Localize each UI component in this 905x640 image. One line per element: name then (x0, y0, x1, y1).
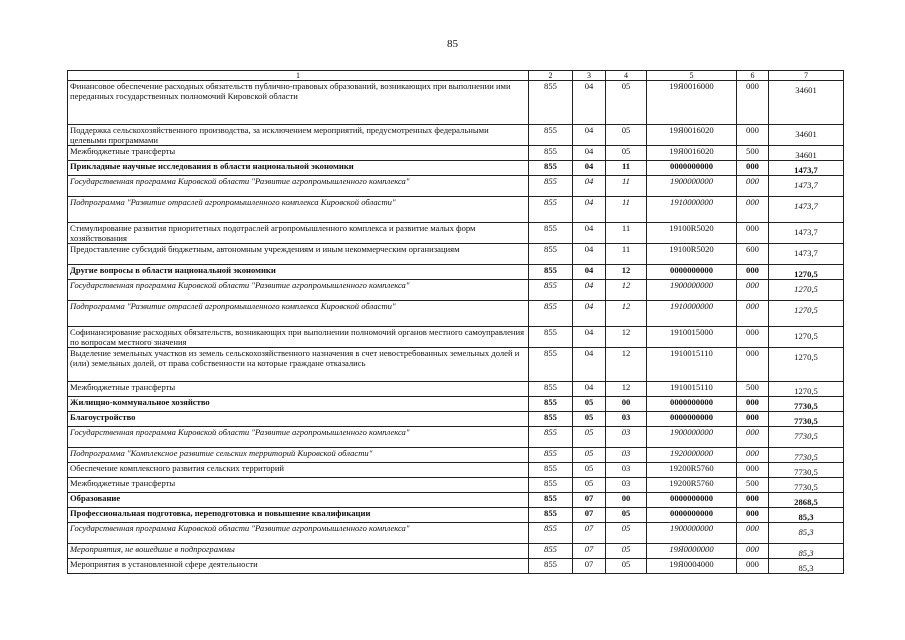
section-code-cell: 05 (573, 463, 606, 478)
amount-value: 7730,5 (794, 416, 818, 426)
section-code-cell: 07 (573, 559, 606, 574)
target-article-cell: 1910015000 (647, 327, 737, 348)
target-article-cell: 1900000000 (647, 176, 737, 197)
target-article-cell: 0000000000 (647, 265, 737, 280)
ministry-code-cell: 855 (529, 544, 573, 559)
row-name-cell: Подпрограмма "Комплексное развитие сельских территорий Кировской области" (68, 448, 529, 463)
row-name-cell: Государственная программа Кировской области "Развитие агропромышленного комплекса" (68, 280, 529, 301)
amount-cell (769, 448, 844, 463)
expense-type-cell: 000 (737, 559, 769, 574)
amount-cell (769, 427, 844, 448)
amount-value: 85,3 (798, 512, 814, 522)
amount-cell (769, 81, 844, 125)
amount-value: 1473,7 (794, 248, 818, 258)
subsection-code-cell: 03 (606, 463, 647, 478)
ministry-code-cell: 855 (529, 265, 573, 280)
row-name-cell: Мероприятия в установленной сфере деятельности (68, 559, 529, 574)
expense-type-cell: 000 (737, 161, 769, 176)
ministry-code-cell: 855 (529, 301, 573, 327)
target-article-cell: 1900000000 (647, 427, 737, 448)
amount-value: 1270,5 (794, 386, 818, 396)
table-row (68, 382, 844, 397)
table-row (68, 176, 844, 197)
target-article-cell: 19100R5020 (647, 223, 737, 244)
ministry-code-cell: 855 (529, 348, 573, 382)
row-name-cell: Межбюджетные трансферты (68, 146, 529, 161)
section-code-cell: 04 (573, 382, 606, 397)
table-row (68, 265, 844, 280)
section-code-cell: 07 (573, 544, 606, 559)
amount-cell (769, 523, 844, 544)
section-code-cell: 04 (573, 146, 606, 161)
ministry-code-cell: 855 (529, 81, 573, 125)
section-code-cell: 05 (573, 448, 606, 463)
expense-type-cell: 000 (737, 280, 769, 301)
table-row (68, 223, 844, 244)
expense-type-cell: 000 (737, 508, 769, 523)
target-article-cell: 0000000000 (647, 508, 737, 523)
ministry-code-cell: 855 (529, 125, 573, 146)
target-article-cell: 19Я0016020 (647, 146, 737, 161)
ministry-code-cell: 855 (529, 197, 573, 223)
row-name-cell: Благоустройство (68, 412, 529, 427)
expense-type-cell: 500 (737, 478, 769, 493)
row-name-cell: Поддержка сельскохозяйственного производства, за исключением мероприятий, предусмотренных федеральными целевыми программами (68, 125, 529, 146)
row-name-cell: Предоставление субсидий бюджетным, автономным учреждениям и иным некоммерческим организациям (68, 244, 529, 265)
expense-type-cell: 000 (737, 197, 769, 223)
target-article-cell: 19Я0004000 (647, 559, 737, 574)
row-name-cell: Образование (68, 493, 529, 508)
table-row (68, 463, 844, 478)
target-article-cell: 1910015110 (647, 382, 737, 397)
ministry-code-cell: 855 (529, 493, 573, 508)
expense-type-cell: 000 (737, 448, 769, 463)
column-header: 1 (68, 71, 529, 81)
section-code-cell: 04 (573, 280, 606, 301)
amount-value: 2868,5 (794, 497, 818, 507)
table-row (68, 327, 844, 348)
row-name-cell: Другие вопросы в области национальной экономики (68, 265, 529, 280)
target-article-cell: 1910000000 (647, 197, 737, 223)
table-row (68, 301, 844, 327)
expense-type-cell: 000 (737, 125, 769, 146)
row-name-cell: Жилищно-коммунальное хозяйство (68, 397, 529, 412)
amount-value: 7730,5 (794, 452, 818, 462)
column-header: 3 (573, 71, 606, 81)
amount-value: 7730,5 (794, 431, 818, 441)
amount-cell (769, 508, 844, 523)
row-name-cell: Финансовое обеспечение расходных обязательств публично-правовых образований, возникающих при выполнении ими переданных государственных полномочий Кировской области (68, 81, 529, 125)
section-code-cell: 05 (573, 478, 606, 493)
table-row (68, 348, 844, 382)
table-row (68, 559, 844, 574)
ministry-code-cell: 855 (529, 176, 573, 197)
amount-cell (769, 348, 844, 382)
amount-value: 1270,5 (794, 269, 818, 279)
target-article-cell: 19Я0016000 (647, 81, 737, 125)
table-row (68, 508, 844, 523)
page-number: 85 (447, 38, 458, 50)
amount-cell (769, 223, 844, 244)
amount-cell (769, 493, 844, 508)
table-row (68, 280, 844, 301)
expense-type-cell: 000 (737, 493, 769, 508)
ministry-code-cell: 855 (529, 146, 573, 161)
expense-type-cell: 000 (737, 265, 769, 280)
row-name-cell: Софинансирование расходных обязательств, возникающих при выполнении полномочий органов местного самоуправления по вопросам местного значения (68, 327, 529, 348)
row-name-cell: Мероприятия, не вошедшие в подпрограммы (68, 544, 529, 559)
amount-value: 1473,7 (794, 201, 818, 211)
amount-cell (769, 412, 844, 427)
amount-cell (769, 327, 844, 348)
subsection-code-cell: 11 (606, 244, 647, 265)
column-header: 2 (529, 71, 573, 81)
ministry-code-cell: 855 (529, 427, 573, 448)
subsection-code-cell: 05 (606, 508, 647, 523)
subsection-code-cell: 05 (606, 81, 647, 125)
subsection-code-cell: 05 (606, 146, 647, 161)
ministry-code-cell: 855 (529, 223, 573, 244)
table-row (68, 493, 844, 508)
expense-type-cell: 500 (737, 146, 769, 161)
expense-type-cell: 500 (737, 382, 769, 397)
subsection-code-cell: 03 (606, 478, 647, 493)
section-code-cell: 04 (573, 197, 606, 223)
expense-type-cell: 000 (737, 176, 769, 197)
amount-value: 1473,7 (794, 165, 818, 175)
target-article-cell: 19Я0000000 (647, 544, 737, 559)
table-row (68, 146, 844, 161)
target-article-cell: 1910000000 (647, 301, 737, 327)
ministry-code-cell: 855 (529, 559, 573, 574)
subsection-code-cell: 12 (606, 327, 647, 348)
row-name-cell: Государственная программа Кировской области "Развитие агропромышленного комплекса" (68, 176, 529, 197)
table-row (68, 544, 844, 559)
section-code-cell: 04 (573, 176, 606, 197)
amount-cell (769, 265, 844, 280)
subsection-code-cell: 00 (606, 493, 647, 508)
subsection-code-cell: 05 (606, 523, 647, 544)
target-article-cell: 1920000000 (647, 448, 737, 463)
row-name-cell: Профессиональная подготовка, переподготовка и повышение квалификации (68, 508, 529, 523)
row-name-cell: Прикладные научные исследования в области национальной экономики (68, 161, 529, 176)
expense-type-cell: 000 (737, 544, 769, 559)
expense-type-cell: 000 (737, 348, 769, 382)
budget-table (67, 70, 844, 574)
amount-value: 34601 (795, 85, 817, 95)
section-code-cell: 04 (573, 161, 606, 176)
amount-cell (769, 397, 844, 412)
row-name-cell: Обеспечение комплексного развития сельских территорий (68, 463, 529, 478)
ministry-code-cell: 855 (529, 161, 573, 176)
amount-value: 1270,5 (794, 284, 818, 294)
subsection-code-cell: 03 (606, 448, 647, 463)
ministry-code-cell: 855 (529, 397, 573, 412)
section-code-cell: 05 (573, 397, 606, 412)
ministry-code-cell: 855 (529, 478, 573, 493)
target-article-cell: 19200R5760 (647, 478, 737, 493)
amount-value: 1270,5 (794, 305, 818, 315)
ministry-code-cell: 855 (529, 508, 573, 523)
amount-cell (769, 197, 844, 223)
section-code-cell: 07 (573, 523, 606, 544)
expense-type-cell: 000 (737, 81, 769, 125)
section-code-cell: 04 (573, 348, 606, 382)
subsection-code-cell: 03 (606, 412, 647, 427)
amount-cell (769, 559, 844, 574)
row-name-cell: Подпрограмма "Развитие отраслей агропромышленного комплекса Кировской области" (68, 301, 529, 327)
expense-type-cell: 000 (737, 327, 769, 348)
target-article-cell: 1910015110 (647, 348, 737, 382)
amount-cell (769, 382, 844, 397)
table-row (68, 197, 844, 223)
expense-type-cell: 600 (737, 244, 769, 265)
section-code-cell: 04 (573, 265, 606, 280)
column-header: 4 (606, 71, 647, 81)
subsection-code-cell: 11 (606, 176, 647, 197)
column-header: 7 (769, 71, 844, 81)
ministry-code-cell: 855 (529, 523, 573, 544)
table-row (68, 397, 844, 412)
table-row (68, 125, 844, 146)
amount-cell (769, 478, 844, 493)
section-code-cell: 07 (573, 493, 606, 508)
amount-value: 34601 (795, 150, 817, 160)
table-row (68, 478, 844, 493)
row-name-cell: Межбюджетные трансферты (68, 382, 529, 397)
section-code-cell: 04 (573, 327, 606, 348)
expense-type-cell: 000 (737, 223, 769, 244)
ministry-code-cell: 855 (529, 448, 573, 463)
target-article-cell: 0000000000 (647, 493, 737, 508)
subsection-code-cell: 11 (606, 161, 647, 176)
row-name-cell: Выделение земельных участков из земель сельскохозяйственного назначения в счет невостребованных земельных долей и (или) земельных долей, от права собственности на которые граждане отказались (68, 348, 529, 382)
table-row (68, 161, 844, 176)
section-code-cell: 07 (573, 508, 606, 523)
expense-type-cell: 000 (737, 523, 769, 544)
amount-value: 85,3 (798, 563, 814, 573)
amount-value: 1270,5 (794, 352, 818, 362)
expense-type-cell: 000 (737, 463, 769, 478)
table-row (68, 81, 844, 125)
subsection-code-cell: 12 (606, 382, 647, 397)
ministry-code-cell: 855 (529, 327, 573, 348)
section-code-cell: 04 (573, 301, 606, 327)
expense-type-cell: 000 (737, 301, 769, 327)
subsection-code-cell: 05 (606, 559, 647, 574)
amount-cell (769, 280, 844, 301)
amount-value: 7730,5 (794, 401, 818, 411)
target-article-cell: 19100R5020 (647, 244, 737, 265)
subsection-code-cell: 11 (606, 223, 647, 244)
row-name-cell: Стимулирование развития приоритетных подотраслей агропромышленного комплекса и развитие малых форм хозяйствования (68, 223, 529, 244)
target-article-cell: 0000000000 (647, 412, 737, 427)
section-code-cell: 04 (573, 223, 606, 244)
section-code-cell: 04 (573, 125, 606, 146)
expense-type-cell: 000 (737, 397, 769, 412)
table-row (68, 427, 844, 448)
ministry-code-cell: 855 (529, 382, 573, 397)
amount-cell (769, 244, 844, 265)
target-article-cell: 0000000000 (647, 397, 737, 412)
subsection-code-cell: 03 (606, 427, 647, 448)
table-header-row (68, 71, 844, 81)
amount-value: 7730,5 (794, 467, 818, 477)
subsection-code-cell: 12 (606, 348, 647, 382)
amount-value: 1473,7 (794, 227, 818, 237)
amount-cell (769, 463, 844, 478)
table-row (68, 448, 844, 463)
subsection-code-cell: 12 (606, 265, 647, 280)
subsection-code-cell: 00 (606, 397, 647, 412)
target-article-cell: 1900000000 (647, 523, 737, 544)
column-header: 6 (737, 71, 769, 81)
subsection-code-cell: 05 (606, 544, 647, 559)
column-header: 5 (647, 71, 737, 81)
table-row (68, 412, 844, 427)
target-article-cell: 19Я0016020 (647, 125, 737, 146)
amount-value: 85,3 (798, 548, 814, 558)
table-row (68, 244, 844, 265)
ministry-code-cell: 855 (529, 463, 573, 478)
ministry-code-cell: 855 (529, 244, 573, 265)
ministry-code-cell: 855 (529, 412, 573, 427)
amount-value: 34601 (795, 129, 817, 139)
amount-value: 85,3 (798, 527, 814, 537)
subsection-code-cell: 12 (606, 301, 647, 327)
amount-cell (769, 146, 844, 161)
subsection-code-cell: 12 (606, 280, 647, 301)
amount-cell (769, 544, 844, 559)
row-name-cell: Государственная программа Кировской области "Развитие агропромышленного комплекса" (68, 523, 529, 544)
target-article-cell: 0000000000 (647, 161, 737, 176)
amount-cell (769, 125, 844, 146)
amount-value: 1473,7 (794, 180, 818, 190)
section-code-cell: 04 (573, 244, 606, 265)
row-name-cell: Подпрограмма "Развитие отраслей агропромышленного комплекса Кировской области" (68, 197, 529, 223)
table-row (68, 523, 844, 544)
row-name-cell: Государственная программа Кировской области "Развитие агропромышленного комплекса" (68, 427, 529, 448)
expense-type-cell: 000 (737, 412, 769, 427)
subsection-code-cell: 05 (606, 125, 647, 146)
amount-value: 1270,5 (794, 331, 818, 341)
subsection-code-cell: 11 (606, 197, 647, 223)
amount-cell (769, 176, 844, 197)
amount-cell (769, 161, 844, 176)
ministry-code-cell: 855 (529, 280, 573, 301)
target-article-cell: 19200R5760 (647, 463, 737, 478)
expense-type-cell: 000 (737, 427, 769, 448)
amount-value: 7730,5 (794, 482, 818, 492)
target-article-cell: 1900000000 (647, 280, 737, 301)
section-code-cell: 05 (573, 427, 606, 448)
amount-cell (769, 301, 844, 327)
row-name-cell: Межбюджетные трансферты (68, 478, 529, 493)
section-code-cell: 04 (573, 81, 606, 125)
section-code-cell: 05 (573, 412, 606, 427)
